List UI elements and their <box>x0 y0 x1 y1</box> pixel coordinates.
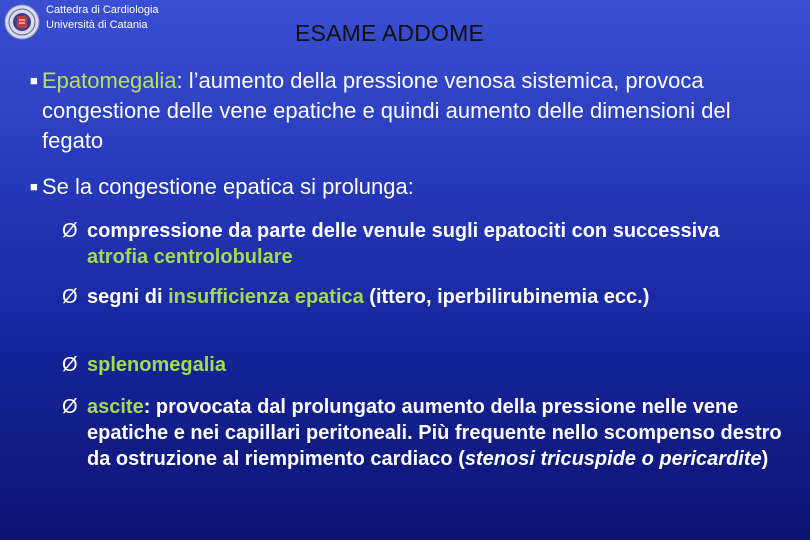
bullet-congestione <box>30 172 790 202</box>
term-splenomegalia: splenomegalia <box>87 354 226 376</box>
square-bullet-icon: ■ <box>30 179 38 194</box>
arrow-bullet-icon: Ø <box>62 354 78 376</box>
arrow-bullet-icon: Ø <box>62 396 78 418</box>
term-stenosi: stenosi tricuspide o pericardite <box>464 448 762 470</box>
institution-label <box>46 3 159 33</box>
sub-text-end: ) <box>761 448 769 470</box>
sub-text-prefix: compressione da parte delle venule sugli epatociti con successiva <box>87 220 720 242</box>
sub-text-middle: : provocata dal prolungato aumento della pressione nelle vene epatiche e nei capillari peritoneali. Più frequente nello scompenso destro da ostruzione al riempimento cardiaco ( <box>87 396 782 470</box>
sub-bullet-ascite <box>62 394 782 472</box>
term-ascite: ascite <box>87 396 144 418</box>
sub-text-prefix: segni di <box>87 286 169 308</box>
term-epatomegalia: Epatomegalia <box>42 68 177 93</box>
sub-bullet-splenomegalia <box>62 352 782 378</box>
bullet-epatomegalia <box>30 66 790 156</box>
sub-bullet-text <box>62 352 782 378</box>
institution-line-1: Cattedra di Cardiologia <box>46 4 159 16</box>
term-atrofia: atrofia centrolobulare <box>87 246 293 268</box>
sub-bullet-text <box>62 394 782 472</box>
university-seal-logo <box>4 4 40 40</box>
sub-text-suffix: (ittero, iperbilirubinemia ecc.) <box>363 286 650 308</box>
slide-title: ESAME ADDOME <box>295 20 484 46</box>
bullet-text: Se la congestione epatica si prolunga: <box>42 174 414 199</box>
bullet-text <box>30 66 790 156</box>
square-bullet-icon: ■ <box>30 73 38 88</box>
sub-bullet-text <box>62 218 782 270</box>
term-insufficienza: insufficienza epatica <box>168 286 364 308</box>
sub-bullet-compressione <box>62 218 782 270</box>
institution-line-2: Università di Catania <box>46 19 148 31</box>
bullet-text-rest: : l’aumento della pressione venosa sistemica, provoca congestione delle vene epatiche e quindi aumento delle dimensioni del fegato <box>42 68 731 153</box>
arrow-bullet-icon: Ø <box>62 220 78 242</box>
sub-bullet-text <box>62 284 782 310</box>
sub-bullet-insufficienza <box>62 284 782 310</box>
arrow-bullet-icon: Ø <box>62 286 78 308</box>
